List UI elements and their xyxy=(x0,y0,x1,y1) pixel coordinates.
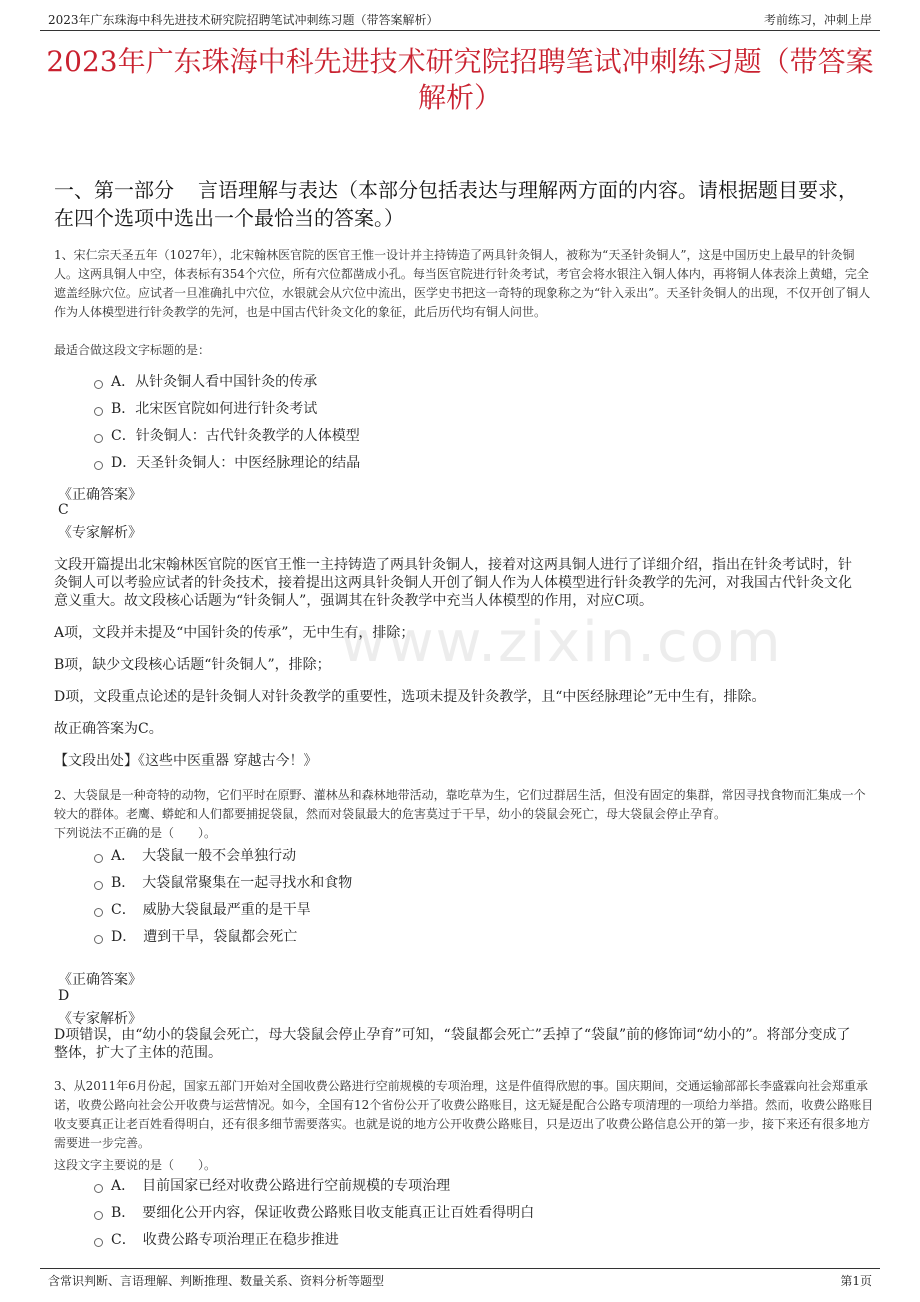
radio-icon[interactable] xyxy=(94,908,103,917)
radio-icon[interactable] xyxy=(94,407,103,416)
radio-icon[interactable] xyxy=(94,881,103,890)
radio-icon[interactable] xyxy=(94,461,103,470)
q2-answer-label: 《正确答案》 xyxy=(58,972,142,988)
q1-option-b[interactable] xyxy=(94,399,317,419)
option-label: B． 大袋鼠常聚集在一起寻找水和食物 xyxy=(111,875,353,891)
q1-source: 【文段出处】《这些中医重器 穿越古今！》 xyxy=(54,753,318,769)
page-number: 第1页 xyxy=(840,1274,872,1288)
q2-analysis: D项错误，由“幼小的袋鼠会死亡，母大袋鼠会停止孕育”可知，“袋鼠都会死亡”丢掉了“袋鼠”前的修饰词“幼小的”。将部分变成了整体，扩大了主体的范围。 xyxy=(54,1027,851,1061)
question-2-ask: 下列说法不正确的是（ ）。 xyxy=(54,826,217,840)
q1-answer: C xyxy=(58,502,69,518)
page-footer xyxy=(40,1268,880,1291)
radio-icon[interactable] xyxy=(94,380,103,389)
radio-icon[interactable] xyxy=(94,1184,103,1193)
option-label: B． 要细化公开内容，保证收费公路账目收支能真正让百姓看得明白 xyxy=(111,1205,535,1221)
option-label: D． 遭到干旱，袋鼠都会死亡 xyxy=(111,929,298,945)
radio-icon[interactable] xyxy=(94,935,103,944)
header-doc-title: 2023年广东珠海中科先进技术研究院招聘笔试冲刺练习题（带答案解析） xyxy=(48,13,439,27)
q2-analysis-label: 《专家解析》 xyxy=(58,1011,142,1027)
q3-option-a[interactable] xyxy=(94,1176,450,1196)
radio-icon[interactable] xyxy=(94,1238,103,1247)
page-title: 2023年广东珠海中科先进技术研究院招聘笔试冲刺练习题（带答案解析） xyxy=(46,45,874,114)
header-slogan: 考前练习，冲刺上岸 xyxy=(763,13,872,27)
option-label: A． 大袋鼠一般不会单独行动 xyxy=(111,848,297,864)
option-label: D．天圣针灸铜人：中医经脉理论的结晶 xyxy=(111,455,361,471)
q1-analysis-label: 《专家解析》 xyxy=(58,525,142,541)
option-label: A．从针灸铜人看中国针灸的传承 xyxy=(111,374,318,390)
q2-option-a[interactable] xyxy=(94,846,296,866)
q1-analysis-b: B项，缺少文段核心话题“针灸铜人”，排除； xyxy=(54,657,331,673)
question-2-text: 2、大袋鼠是一种奇特的动物，它们平时在原野、灌林丛和森林地带活动，靠吃草为生，它们过群居生活，但没有固定的集群，常因寻找食物而汇集成一个较大的群体。老鹰、蟒蛇和人们都要捕捉袋鼠，然而对袋鼠最大的危害莫过于干旱，幼小的袋鼠会死亡，母大袋鼠会停止孕育。 xyxy=(54,788,866,821)
watermark: www.zixin.com xyxy=(340,610,783,675)
option-label: A． 目前国家已经对收费公路进行空前规模的专项治理 xyxy=(111,1178,451,1194)
q1-option-a[interactable] xyxy=(94,372,317,392)
q2-option-c[interactable] xyxy=(94,900,311,920)
radio-icon[interactable] xyxy=(94,1211,103,1220)
q3-option-b[interactable] xyxy=(94,1203,534,1223)
page-header xyxy=(40,8,880,31)
q1-analysis-d: D项，文段重点论述的是针灸铜人对针灸教学的重要性，选项未提及针灸教学，且“中医经脉理论”无中生有，排除。 xyxy=(54,689,766,705)
section-text: 言语理解与表达（本部分包括表达与理解两方面的内容。请根据题目要求，在四个选项中选出一个最恰当的答案。） xyxy=(54,178,858,230)
question-3-ask: 这段文字主要说的是（ ）。 xyxy=(54,1158,217,1172)
option-label: C． 威胁大袋鼠最严重的是干旱 xyxy=(111,902,311,918)
section-heading xyxy=(54,176,866,232)
q1-option-d[interactable] xyxy=(94,453,360,473)
option-label: C．针灸铜人：古代针灸教学的人体模型 xyxy=(111,428,360,444)
q1-analysis-paragraph: 文段开篇提出北宋翰林医官院的医官王惟一主持铸造了两具针灸铜人，接着对这两具铜人进行了详细介绍，指出在针灸考试时，针灸铜人可以考验应试者的针灸技术，接着提出这两具针灸铜人开创了铜人作为人体模型进行针灸教学的先河，对我国古代针灸文化意义重大。故文段核心话题为“针灸铜人”，强调其在针灸教学中充当人体模型的作用，对应C项。 xyxy=(54,557,852,609)
radio-icon[interactable] xyxy=(94,434,103,443)
q2-option-b[interactable] xyxy=(94,873,352,893)
footer-note: 含常识判断、言语理解、判断推理、数量关系、资料分析等题型 xyxy=(48,1274,385,1288)
q1-analysis-conclusion: 故正确答案为C。 xyxy=(54,721,163,737)
q1-analysis-a: A项，文段并未提及“中国针灸的传承”，无中生有，排除； xyxy=(54,625,415,641)
option-label: C． 收费公路专项治理正在稳步推进 xyxy=(111,1232,339,1248)
section-lead: 一、第一部分 xyxy=(54,178,174,202)
option-label: B．北宋医官院如何进行针灸考试 xyxy=(111,401,318,417)
q1-option-c[interactable] xyxy=(94,426,360,446)
question-1-text: 1、宋仁宗天圣五年（1027年），北宋翰林医官院的医官王惟一设计并主持铸造了两具针灸铜人，被称为“天圣针灸铜人”，这是中国历史上最早的针灸铜人。这两具铜人中空，体表标有354个穴位，所有穴位都凿成小孔。每当医官院进行针灸考试，考官会将水银注入铜人体内，再将铜人体表涂上黄蜡，完全遮盖经脉穴位。应试者一旦准确扎中穴位，水银就会从穴位中流出，医学史书把这一奇特的现象称之为“针入汞出”。天圣针灸铜人的出现，不仅开创了铜人作为人体模型进行针灸教学的先河，也是中国古代针灸文化的象征，此后历代均有铜人问世。 xyxy=(54,248,871,319)
radio-icon[interactable] xyxy=(94,854,103,863)
q2-answer: D xyxy=(58,988,70,1004)
q2-option-d[interactable] xyxy=(94,927,297,947)
question-3-text: 3、从2011年6月份起，国家五部门开始对全国收费公路进行空前规模的专项治理，这是件值得欣慰的事。国庆期间，交通运输部部长李盛霖向社会郑重承诺，收费公路向社会公开收费与运营情况。如今，全国有12个省份公开了收费公路账目，这无疑是配合公路专项清理的一项给力举措。然而，收费公路账目收支要真正让老百姓看得明白，还有很多细节需要落实。也就是说的地方公开收费公路账目，只是迈出了收费公路信息公开的第一步，接下来还有很多地方需要进一步完善。 xyxy=(54,1079,874,1150)
q1-answer-label: 《正确答案》 xyxy=(58,487,142,503)
question-1-ask: 最适合做这段文字标题的是： xyxy=(54,343,211,357)
q3-option-c[interactable] xyxy=(94,1230,339,1250)
